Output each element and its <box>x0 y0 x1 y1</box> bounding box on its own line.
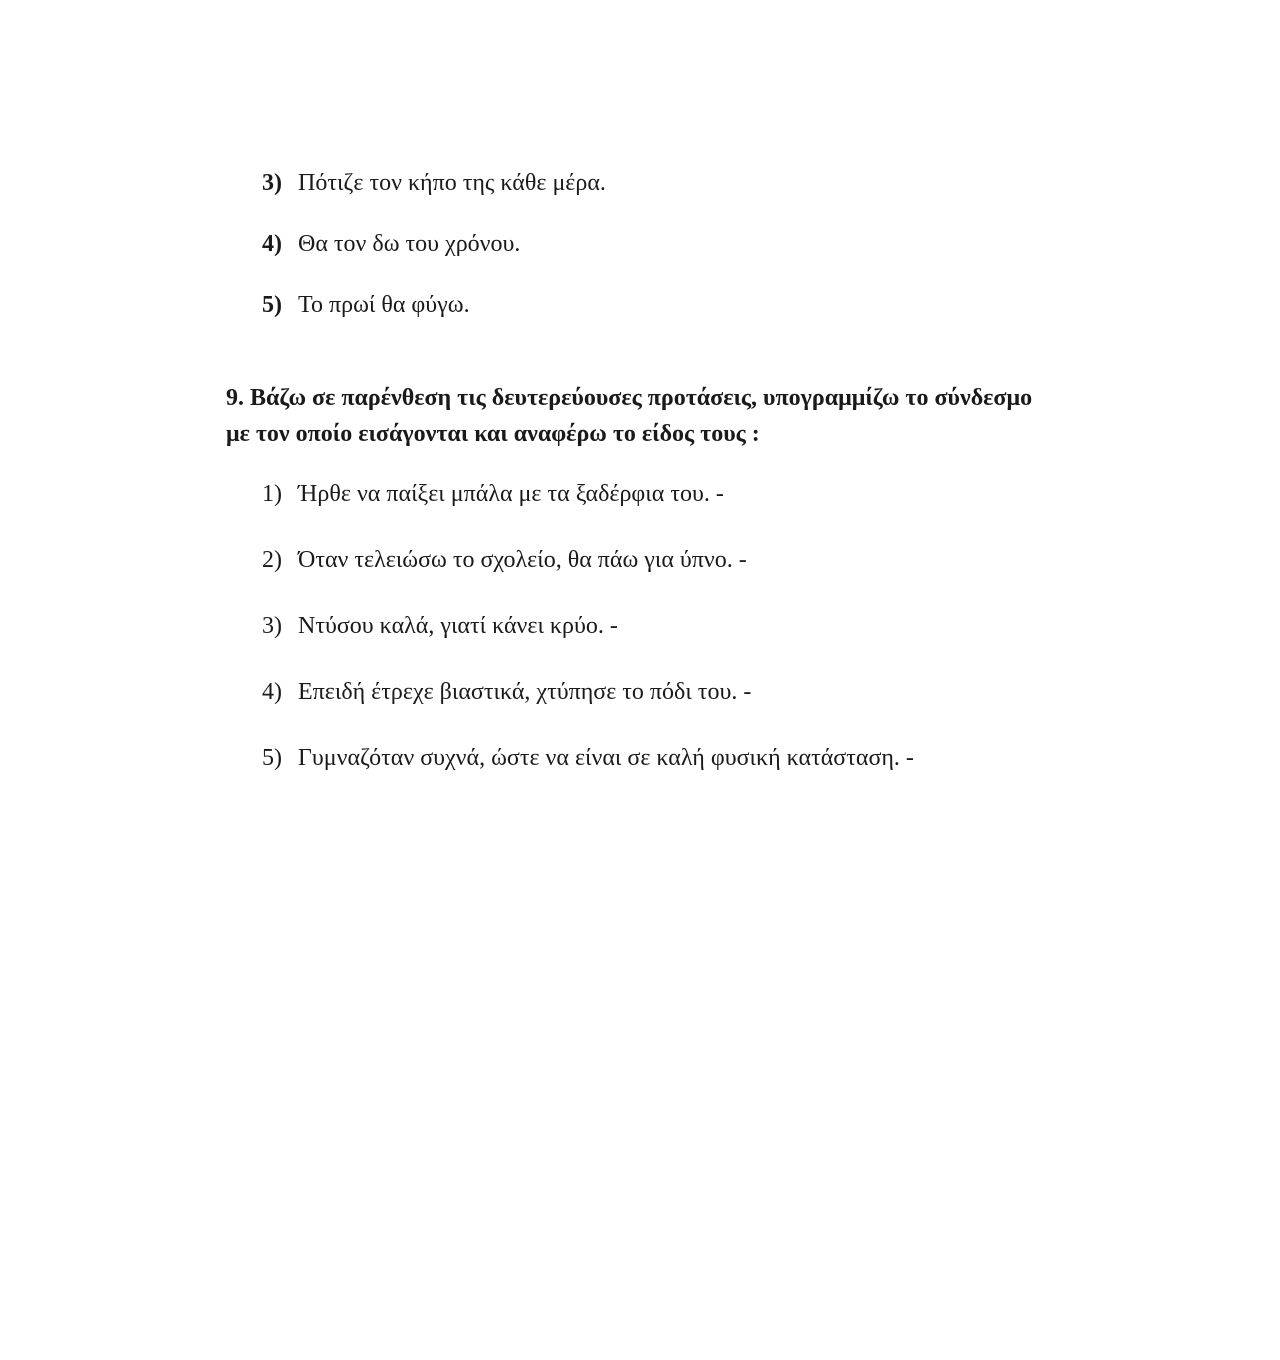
list-item <box>262 676 914 708</box>
item-number: 3) <box>262 170 282 196</box>
list-item <box>262 168 606 198</box>
item-number: 5) <box>262 745 282 771</box>
item-text: Γυμναζόταν συχνά, ώστε να είναι σε καλή φυσική κατάσταση. - <box>298 745 914 771</box>
item-text: Ήρθε να παίξει μπάλα με τα ξαδέρφια του. - <box>298 481 724 507</box>
item-text: Επειδή έτρεχε βιαστικά, χτύπησε το πόδι του. - <box>298 679 752 705</box>
item-text: Πότιζε τον κήπο της κάθε μέρα. <box>298 170 606 196</box>
item-text: Όταν τελειώσω το σχολείο, θα πάω για ύπνο. - <box>298 547 747 573</box>
list-item <box>262 229 606 259</box>
item-number: 5) <box>262 292 282 318</box>
previous-exercise-list <box>262 168 606 351</box>
item-number: 4) <box>262 231 282 257</box>
item-number: 1) <box>262 481 282 507</box>
exercise-9-sentences <box>262 478 914 808</box>
item-text: Ντύσου καλά, γιατί κάνει κρύο. - <box>298 613 618 639</box>
list-item <box>262 610 914 642</box>
item-number: 2) <box>262 547 282 573</box>
exercise-9-heading: 9. Βάζω σε παρένθεση τις δευτερεύουσες προτάσεις, υπογραμμίζω το σύνδεσμο με τον οποίο εισάγονται και αναφέρω το είδος τους : <box>226 385 1033 447</box>
item-number: 4) <box>262 679 282 705</box>
list-item <box>262 742 914 774</box>
item-text: Το πρωί θα φύγω. <box>298 292 470 318</box>
list-item <box>262 290 606 320</box>
list-item <box>262 544 914 576</box>
item-text: Θα τον δω του χρόνου. <box>298 231 521 257</box>
item-number: 3) <box>262 613 282 639</box>
list-item <box>262 478 914 510</box>
